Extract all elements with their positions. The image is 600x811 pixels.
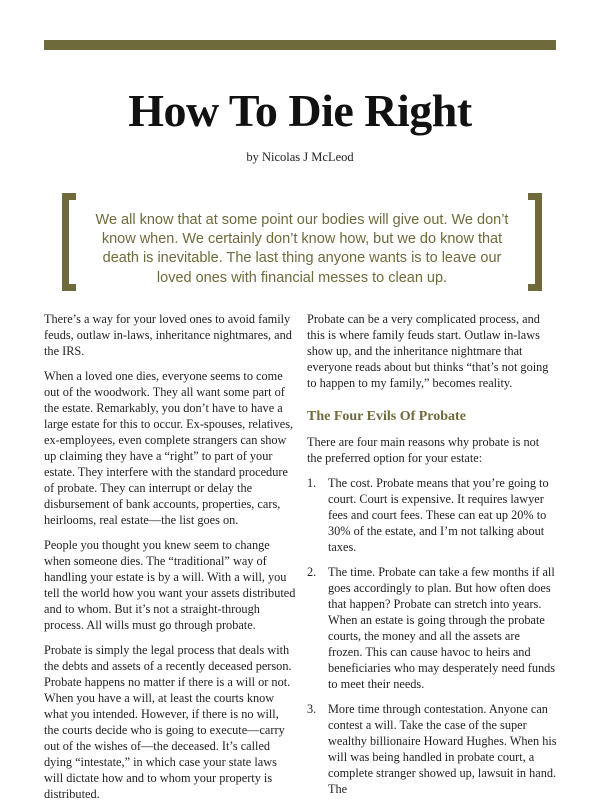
list-number: 1. [307, 476, 317, 490]
list-number: 2. [307, 565, 317, 579]
section-heading: The Four Evils Of Probate [307, 409, 466, 424]
body-paragraph: People you thought you knew seem to change when someone dies. The “traditional” way of handling your estate is by a will. With a will, you tell the world how you want your assets distributed and to whom. But it’s not a straight-through process. All wills must go through probate. [44, 538, 296, 632]
section-intro: There are four main reasons why probate is not the preferred option for your estate: [307, 435, 540, 465]
pull-quote [62, 193, 542, 291]
left-column [44, 311, 296, 811]
list-item-text: The cost. Probate means that you’re going to court. Court is expensive. It requires lawyer fees and court fees. These can eat up 20% to 30% of the estate, and I’m not talking about taxes. [328, 476, 549, 554]
body-paragraph: There’s a way for your loved ones to avoid family feuds, outlaw in-laws, inheritance nightmares, and the IRS. [44, 312, 292, 358]
list-item [307, 475, 557, 555]
list-number: 3. [307, 702, 317, 716]
body-paragraph: When a loved one dies, everyone seems to come out of the woodwork. They all want some part of the estate. Remarkably, you don’t have to have a large estate for this to occur. Ex-spouses, relatives, ex-employees, even complete strangers can show up claiming they have a “right” to part of your estate. They interfere with the standard procedure of probate. They can interrupt or delay the disbursement of bank accounts, properties, cars, heirlooms, real estate—the list goes on. [44, 369, 294, 527]
article-title: How To Die Right [128, 85, 472, 136]
right-bracket-icon [528, 193, 542, 291]
left-bracket-icon [62, 193, 76, 291]
body-paragraph: Probate is simply the legal process that deals with the debts and assets of a recently deceased person. Probate happens no matter if there is a will or not. When you have a will, at least the courts know what you intended. However, if there is no will, the courts decide who is going to execute—carry out of the wishes of—the deceased. It’s called dying “intestate,” in which case your state laws will dictate how and to whom your property is distributed. [44, 643, 292, 801]
list-item-text: The time. Probate can take a few months if all goes accordingly to plan. But how often does that happen? Probate can stretch into years. When an estate is going through the probate courts, the money and all the assets are frozen. This can cause havoc to heirs and beneficiaries who may desperately need funds to meet their needs. [328, 565, 556, 691]
pull-quote-text: We all know that at some point our bodies will give out. We don’t know when. We certainly don’t know how, but we do know that death is inevitable. The last thing anyone wants is to leave our loved ones with financial messes to clean up. [95, 212, 509, 286]
evils-list [307, 475, 557, 797]
byline: by Nicolas J McLeod [246, 150, 354, 164]
top-accent-bar [44, 40, 556, 50]
list-item [307, 701, 557, 797]
right-column [307, 311, 557, 806]
list-item-text: More time through contestation. Anyone can contest a will. Take the case of the super wealthy billionaire Howard Hughes. When his will was being handled in probate court, a complete stranger showed up, lawsuit in hand. The [328, 702, 557, 796]
list-item [307, 564, 557, 692]
body-paragraph: Probate can be a very complicated process, and this is where family feuds start. Outlaw in-laws show up, and the inheritance nightmare that everyone reads about but thinks “that’s not going to happen to my family,” becomes reality. [307, 312, 549, 390]
